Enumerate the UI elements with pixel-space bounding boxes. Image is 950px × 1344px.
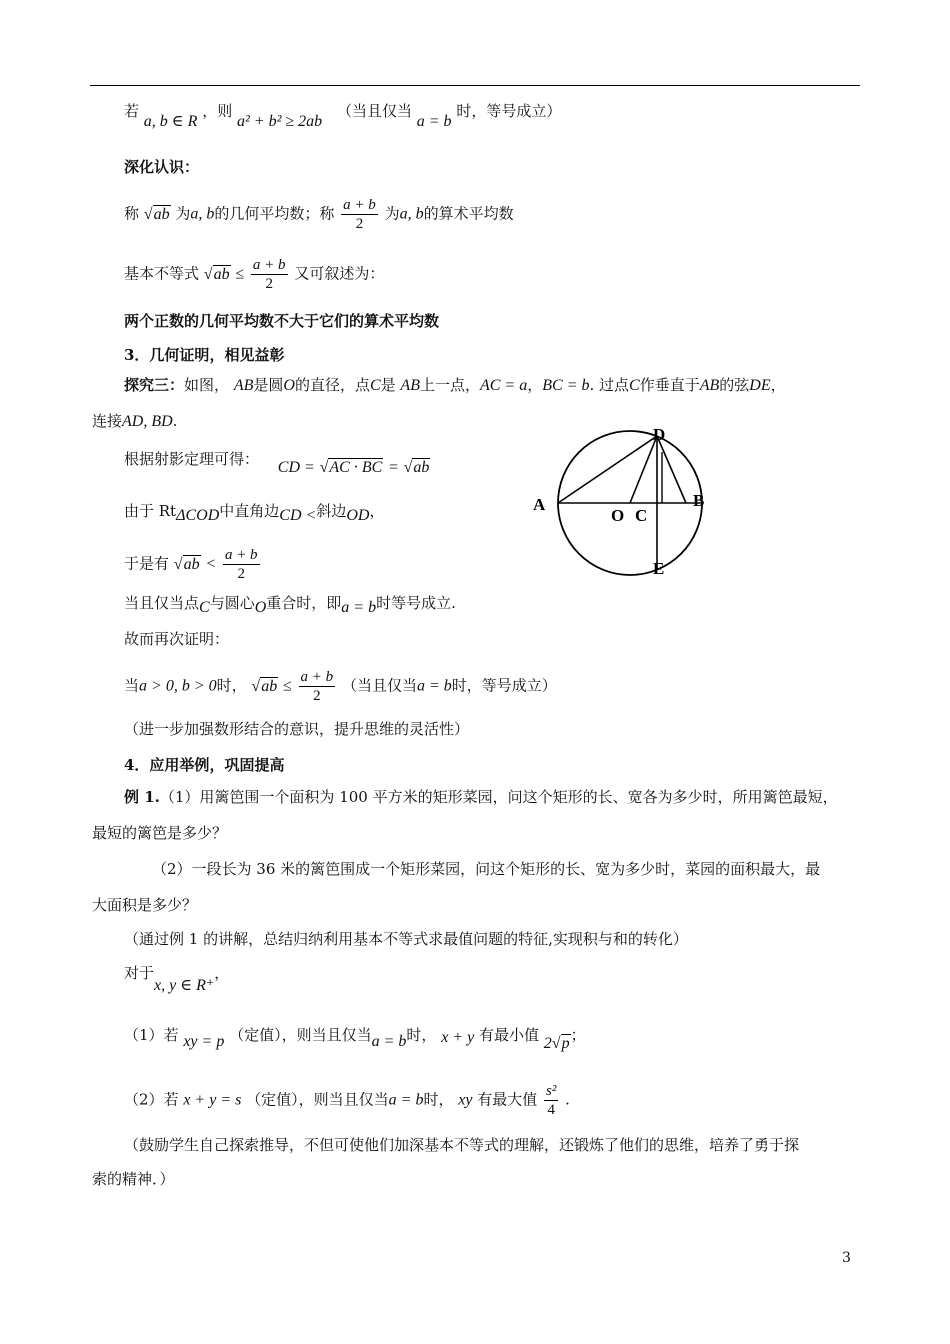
sqrt-ab: √ab — [173, 555, 200, 573]
text: 是圆 — [253, 376, 284, 394]
bold-statement: 两个正数的几何平均数不大于它们的算术平均数 — [124, 312, 440, 330]
text: 有最小值 — [479, 1026, 540, 1044]
sqrt-acbc: √AC · BC — [319, 459, 383, 476]
math: a = b — [388, 1091, 424, 1109]
section-deepen: 深化认识： — [124, 158, 200, 176]
text: 基本不等式 — [124, 264, 200, 283]
text: 若 — [124, 102, 140, 120]
text: （当且仅当 — [336, 102, 412, 120]
sqrt-p: √p — [551, 1035, 570, 1052]
math: x + y — [441, 1029, 475, 1046]
text: 连接 — [92, 412, 123, 430]
text: . 过点 — [589, 376, 630, 394]
text: 为 — [384, 204, 400, 223]
math: a = b — [371, 1033, 407, 1050]
text: 中直角边 — [219, 502, 280, 520]
line-projection — [124, 448, 430, 476]
line-again: 故而再次证明： — [124, 630, 230, 648]
text: 上一点， — [419, 376, 480, 394]
encourage: （鼓励学生自己探索推导，不但可使他们加深基本不等式的理解，还锻炼了他们的思维，培养了勇于探 — [124, 1136, 800, 1154]
math: < — [205, 555, 217, 573]
fraction — [299, 668, 336, 705]
math-set: a, b ∈ R — [143, 113, 198, 130]
numerator: a + b — [252, 257, 286, 273]
label-e: E — [653, 559, 665, 578]
case1 — [124, 1024, 586, 1052]
math: a = b — [416, 677, 452, 695]
math: AD, BD — [122, 413, 173, 430]
text: 由于 Rt — [124, 502, 177, 520]
denominator: 2 — [237, 566, 245, 582]
text: 时，等号成立） — [451, 676, 557, 695]
math: BC = b — [542, 377, 590, 394]
label-c: C — [635, 506, 648, 525]
label-b: B — [693, 491, 705, 510]
text: 根据射影定理可得： — [124, 450, 260, 468]
text: 时， — [406, 1026, 437, 1044]
text: 当且仅当点 — [124, 594, 200, 612]
text: 有最大值 — [477, 1090, 538, 1109]
text: 又可叙述为： — [294, 264, 385, 283]
radicand: AC · BC — [329, 459, 383, 476]
radicand: p — [561, 1035, 570, 1052]
radicand: ab — [213, 265, 230, 283]
math-ab: a, b — [190, 205, 215, 223]
math: O — [254, 599, 267, 616]
label-d: D — [653, 425, 666, 444]
line-means — [124, 196, 514, 233]
example1-part1 — [124, 786, 838, 808]
sqrt-ab: √ab — [143, 205, 170, 223]
math-ineq: a² + b² ≥ 2ab — [237, 113, 323, 130]
line-iff — [124, 592, 456, 615]
numerator: a + b — [300, 669, 334, 685]
line-basic-ineq — [124, 256, 384, 293]
math: CD = — [277, 459, 315, 476]
text: 称 — [124, 204, 140, 223]
text: 的直径，点 — [294, 376, 370, 394]
math: a = b — [341, 599, 377, 616]
math-cond: a = b — [416, 113, 452, 130]
sqrt-ab: √ab — [251, 677, 278, 695]
math: CD < — [279, 507, 317, 524]
example1-note: （通过例 1 的讲解，总结归纳利用基本不等式求最值问题的特征,实现积与和的转化） — [124, 930, 688, 948]
text: 为 — [175, 204, 191, 223]
line-for — [124, 962, 230, 994]
text: 是 — [380, 376, 396, 394]
math: C — [369, 377, 381, 394]
fraction — [251, 256, 288, 293]
label-a: A — [533, 495, 546, 514]
line-connect — [92, 410, 177, 433]
fraction — [341, 196, 378, 233]
text: ，则 — [202, 102, 233, 120]
math: AB — [699, 377, 720, 394]
denominator: 2 — [355, 216, 364, 232]
example1-part2-cont: 大面积是多少？ — [92, 896, 198, 914]
sqrt-ab: √ab — [203, 265, 230, 283]
math: OD — [346, 507, 370, 524]
text: （定值），则当且仅当 — [246, 1090, 389, 1109]
text: ， — [214, 964, 230, 982]
math: ΔCOD — [176, 507, 220, 524]
sqrt-ab: √ab — [403, 459, 430, 476]
text: 的弦 — [719, 376, 750, 394]
text: （1）若 — [124, 1026, 179, 1044]
text: 时，等号成立） — [456, 102, 562, 120]
text: 作垂直于 — [639, 376, 700, 394]
note-shape: （进一步加强数形结合的意识，提升思维的灵活性） — [124, 720, 470, 738]
numerator: a + b — [343, 197, 376, 213]
header-rule — [90, 85, 860, 86]
text: 于是有 — [124, 554, 170, 573]
line-when — [124, 668, 557, 705]
text: 的几何平均数；称 — [214, 204, 335, 223]
text: ， — [770, 376, 786, 394]
text: ， — [527, 376, 543, 394]
text: （定值），则当且仅当 — [229, 1026, 372, 1044]
label: 探究三： — [124, 376, 185, 394]
math: DE — [749, 377, 771, 394]
radicand: ab — [261, 677, 278, 695]
text: ； — [570, 1026, 586, 1044]
math: AB — [233, 377, 254, 394]
line-thus — [124, 546, 262, 583]
text: 如图， — [184, 376, 230, 394]
math: C — [629, 377, 640, 394]
label-o: O — [611, 506, 625, 525]
denominator: 4 — [547, 1102, 555, 1118]
math: xy — [458, 1091, 473, 1109]
example1-part1-cont: 最短的篱笆是多少？ — [92, 824, 228, 842]
text: 当 — [124, 676, 140, 695]
numerator: s² — [546, 1083, 557, 1099]
radicand: ab — [153, 205, 170, 223]
math: AB — [400, 377, 420, 394]
text: （当且仅当 — [341, 676, 417, 695]
radicand: ab — [413, 459, 430, 476]
math: C — [199, 599, 210, 616]
math: = — [388, 459, 399, 476]
math-ab: a, b — [399, 205, 424, 223]
math: AC = a — [479, 377, 528, 394]
math: x + y = s — [183, 1091, 242, 1109]
line-ineq — [124, 100, 562, 130]
text: （1）用篱笆围一个面积为 100 平方米的矩形菜园，问这个矩形的长、宽各为多少时，所用篱笆最短， — [159, 788, 838, 806]
text: 斜边 — [316, 502, 347, 520]
fraction — [223, 546, 260, 583]
text: 时， — [423, 1090, 454, 1109]
text: . — [172, 412, 178, 430]
text: 对于 — [124, 964, 155, 982]
denominator: 2 — [313, 688, 321, 704]
math: 2 — [543, 1035, 552, 1052]
circle-figure — [525, 420, 725, 580]
encourage-cont: 索的精神．） — [92, 1170, 175, 1188]
label: 例 1. — [124, 788, 160, 806]
math: xy = p — [183, 1033, 225, 1050]
text: 时等号成立. — [376, 594, 456, 612]
section-3: 3．几何证明，相见益彰 — [124, 346, 285, 364]
math: ≤ — [282, 677, 292, 695]
line-since — [124, 500, 384, 523]
segment-ad — [558, 436, 657, 503]
text: （2）若 — [124, 1090, 179, 1109]
text: 重合时，即 — [266, 594, 342, 612]
case2 — [124, 1082, 570, 1119]
fraction — [544, 1082, 558, 1119]
page-number: 3 — [842, 1250, 851, 1266]
text: 时， — [216, 676, 247, 695]
text: ， — [369, 502, 385, 520]
radicand: ab — [183, 555, 200, 573]
math: O — [283, 377, 295, 394]
math-le: ≤ — [235, 265, 245, 283]
line-explore3 — [124, 374, 786, 397]
text: 与圆心 — [209, 594, 255, 612]
math: x, y ∈ R⁺ — [154, 977, 215, 994]
text: 的算术平均数 — [423, 204, 514, 223]
numerator: a + b — [224, 547, 258, 563]
math: a > 0, b > 0 — [139, 677, 217, 695]
section-4: 4．应用举例，巩固提高 — [124, 756, 285, 774]
denominator: 2 — [265, 276, 273, 292]
example1-part2: （2）一段长为 36 米的篱笆围成一个矩形菜园，问这个矩形的长、宽为多少时，菜园的面积最大，最 — [152, 860, 821, 878]
text: . — [565, 1090, 570, 1109]
